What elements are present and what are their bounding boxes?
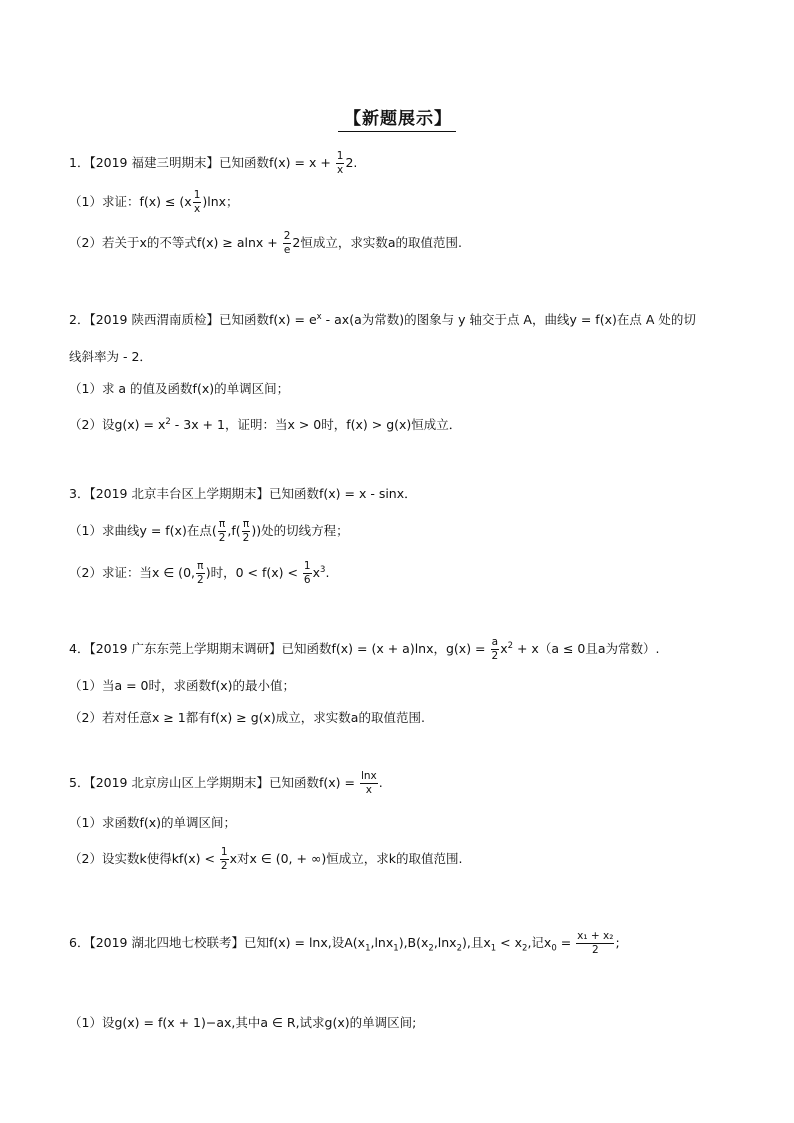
text-fragment: 1 — [393, 943, 399, 954]
text-fragment: （2）若关于x的不等式f(x) ≥ alnx + — [69, 235, 282, 250]
text-fragment: π — [218, 518, 226, 530]
text-fragment: 2 — [507, 640, 514, 651]
text-fragment: x — [500, 641, 508, 656]
fraction — [576, 930, 614, 957]
question-4-part-2 — [69, 708, 425, 726]
text-fragment: π — [197, 560, 204, 572]
text-fragment: 2. — [345, 155, 358, 170]
text-fragment: 1．【2019 福建三明期末】已知函数f(x) = x + — [69, 155, 335, 170]
text-fragment: . — [325, 565, 330, 580]
text-fragment: 1 — [490, 943, 497, 954]
text-fragment: lnx — [360, 770, 377, 782]
text-fragment: x — [312, 565, 321, 580]
text-fragment: 1 — [365, 943, 371, 954]
text-fragment: 2 — [522, 943, 528, 954]
text-fragment: 2 — [491, 650, 499, 662]
page-title: 【新题展示】 — [0, 104, 794, 129]
text-fragment: - 3x + 1，证明：当x > 0时，f(x) > g(x)恒成立． — [170, 417, 462, 432]
text-fragment: 2 — [218, 532, 226, 544]
text-fragment: 4．【2019 广东东莞上学期期末调研】已知函数f(x) = (x + a)lnx，g(x) = — [69, 641, 490, 656]
fraction — [491, 636, 500, 663]
text-fragment: = — [556, 935, 576, 950]
text-fragment: 3 — [320, 564, 326, 575]
text-fragment: 2 — [456, 943, 463, 954]
text-fragment: ),B(x — [398, 935, 429, 950]
text-fragment: （2）求证：当x ∈ (0, — [69, 565, 195, 580]
text-fragment: （1）求函数f(x)的单调区间； — [69, 815, 237, 830]
question-1-part-1 — [69, 189, 239, 216]
text-fragment: 1 — [336, 150, 344, 162]
text-fragment: x对x ∈ (0, + ∞)恒成立，求k的取值范围. — [229, 851, 463, 866]
text-fragment: 2恒成立，求实数a的取值范围. — [292, 235, 462, 250]
text-fragment: 1 — [303, 560, 311, 572]
text-fragment: x₁ + x₂ — [577, 930, 614, 942]
text-fragment: 5．【2019 北京房山区上学期期末】已知函数f(x) = — [69, 775, 359, 790]
question-1-part-2 — [69, 230, 462, 257]
text-fragment: x — [193, 203, 201, 215]
text-fragment: ))处的切线方程； — [251, 523, 349, 538]
text-fragment: ),且x — [462, 935, 491, 950]
text-fragment: 2 — [591, 944, 599, 956]
question-3-part-2 — [69, 560, 329, 587]
fraction — [360, 770, 378, 797]
text-fragment: （2）若对任意x ≥ 1都有f(x) ≥ g(x)成立，求实数a的取值范围. — [69, 710, 425, 725]
question-2-stem-cont — [69, 347, 152, 365]
question-2-stem — [69, 310, 696, 328]
text-fragment: 线斜率为 - 2． — [69, 349, 152, 364]
question-2-part-2 — [69, 415, 461, 433]
question-1-stem — [69, 150, 357, 177]
text-fragment: ,lnx — [370, 935, 394, 950]
text-fragment: π — [242, 518, 250, 530]
text-fragment: ,记x — [527, 935, 552, 950]
text-fragment: 1 — [193, 189, 201, 201]
text-fragment: 0 — [551, 943, 557, 954]
text-fragment: 6．【2019 湖北四地七校联考】已知f(x) = lnx,设A(x — [69, 935, 366, 950]
text-fragment: 2 — [283, 230, 291, 242]
text-fragment: 2 — [197, 574, 204, 586]
text-fragment: a — [491, 636, 499, 648]
fraction — [303, 560, 312, 587]
fraction — [220, 846, 229, 873]
text-fragment: （2）设实数k使得kf(x) < — [69, 851, 219, 866]
fraction — [193, 189, 202, 216]
fraction — [242, 518, 251, 545]
text-fragment: 6 — [303, 574, 311, 586]
fraction — [218, 518, 227, 545]
question-4-part-1 — [69, 676, 295, 694]
text-fragment: ,lnx — [433, 935, 457, 950]
question-5-stem — [69, 770, 383, 797]
question-5-part-2 — [69, 846, 462, 873]
text-fragment: （1）求曲线y = f(x)在点( — [69, 523, 217, 538]
question-5-part-1 — [69, 813, 236, 831]
text-fragment: + x（a ≤ 0且a为常数）. — [513, 641, 660, 656]
fraction — [196, 560, 205, 587]
text-fragment: x — [337, 164, 344, 176]
question-3-stem — [69, 484, 417, 502]
question-3-part-1 — [69, 518, 349, 545]
text-fragment: ,f( — [227, 523, 241, 538]
text-fragment: . — [378, 775, 383, 790]
text-fragment: （2）设g(x) = x — [69, 417, 166, 432]
text-fragment: x — [365, 784, 372, 796]
text-fragment: 2 — [428, 943, 434, 954]
text-fragment: （1）设g(x) = f(x + 1)−ax,其中a ∈ R,试求g(x)的单调区间; — [69, 1015, 417, 1030]
fraction — [283, 230, 292, 257]
question-6-stem — [69, 930, 620, 957]
text-fragment: - ax(a为常数)的图象与 y 轴交于点 A，曲线y = f(x)在点 A 处的切 — [321, 312, 696, 327]
text-fragment: )lnx； — [202, 194, 239, 209]
text-fragment: )时，0 < f(x) < — [205, 565, 302, 580]
text-fragment: 2 — [242, 532, 250, 544]
text-fragment: 2．【2019 陕西渭南质检】已知函数f(x) = e — [69, 312, 317, 327]
text-fragment: < x — [496, 935, 523, 950]
question-6-part-1 — [69, 1013, 416, 1031]
text-fragment: 3．【2019 北京丰台区上学期期末】已知函数f(x) = x - sinx． — [69, 486, 417, 501]
text-fragment: （1）求证：f(x) ≤ (x — [69, 194, 192, 209]
text-fragment: e — [283, 244, 291, 256]
text-fragment: x — [316, 311, 322, 322]
text-fragment: （1）当a = 0时，求函数f(x)的最小值； — [69, 678, 296, 693]
question-4-stem — [69, 636, 660, 663]
text-fragment: ; — [615, 935, 620, 950]
fraction — [336, 150, 345, 177]
text-fragment: 2 — [220, 860, 228, 872]
text-fragment: 1 — [220, 846, 228, 858]
text-fragment: 2 — [165, 416, 171, 427]
question-2-part-1 — [69, 379, 289, 397]
text-fragment: （1）求 a 的值及函数f(x)的单调区间； — [69, 381, 290, 396]
